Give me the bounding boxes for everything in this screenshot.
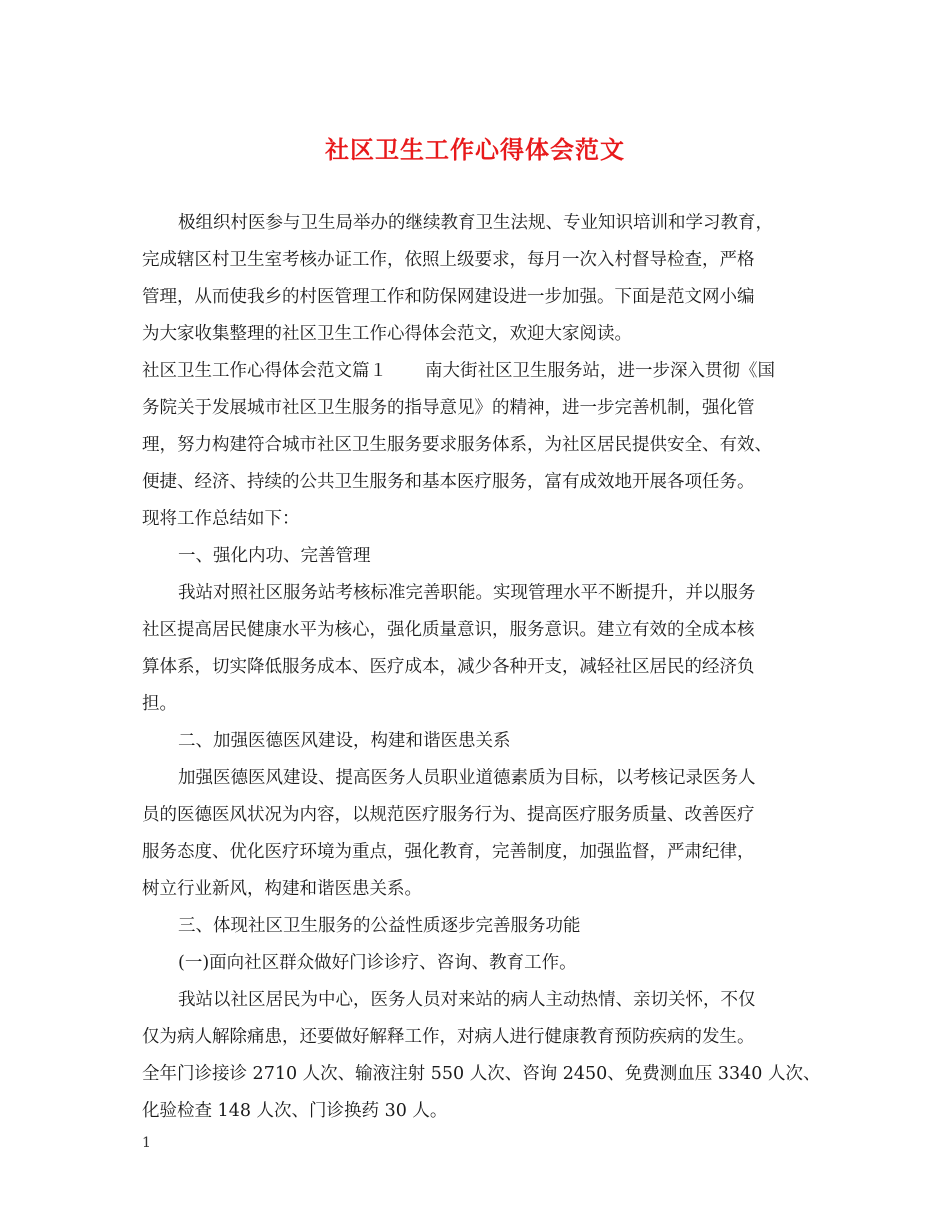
- section-heading: 二、加强医德医风建设，构建和谐医患关系: [178, 731, 511, 751]
- paragraph-line: 员的医德医风状况为内容，以规范医疗服务行为、提高医疗服务质量、改善医疗: [142, 805, 755, 825]
- paragraph-line: 务院关于发展城市社区卫生服务的指导意见》的精神，进一步完善机制，强化管: [142, 398, 755, 418]
- paragraph-line: 完成辖区村卫生室考核办证工作，依照上级要求，每月一次入村督导检查，严格: [142, 250, 755, 270]
- paragraph-line: [142, 353, 832, 390]
- paragraph-line: 我站以社区居民为中心，医务人员对来站的病人主动热情、亲切关怀，不仅: [178, 990, 756, 1010]
- section-heading-inline: 社区卫生工作心得体会范文篇１: [142, 361, 387, 381]
- section-heading: 一、强化内功、完善管理: [178, 546, 371, 566]
- paragraph-line: 为大家收集整理的社区卫生工作心得体会范文，欢迎大家阅读。: [142, 324, 632, 344]
- paragraph-line: 我站对照社区服务站考核标准完善职能。实现管理水平不断提升，并以服务: [178, 583, 756, 603]
- paragraph-line: 化验检查 148 人次、门诊换药 30 人。: [142, 1101, 448, 1121]
- paragraph-line: 担。: [142, 694, 177, 714]
- paragraph-line: 全年门诊接诊 2710 人次、输液注射 550 人次、咨询 2450、免费测血压 3340 人次、: [142, 1064, 821, 1084]
- document-body: [142, 205, 832, 1130]
- paragraph-line: 便捷、经济、持续的公共卫生服务和基本医疗服务，富有成效地开展各项任务。: [142, 472, 755, 492]
- paragraph-line: 仅为病人解除痛患，还要做好解释工作，对病人进行健康教育预防疾病的发生。: [142, 1027, 755, 1047]
- paragraph-line: 社区提高居民健康水平为核心，强化质量意识，服务意识。建立有效的全成本核: [142, 620, 755, 640]
- subsection-heading: (一)面向社区群众做好门诊诊疗、咨询、教育工作。: [178, 953, 577, 973]
- page-number: 1: [142, 1135, 151, 1151]
- paragraph-line: 理，努力构建符合城市社区卫生服务要求服务体系，为社区居民提供安全、有效、: [142, 435, 772, 455]
- paragraph-text: 南大街社区卫生服务站，进一步深入贯彻《国: [425, 361, 775, 381]
- paragraph-line: 加强医德医风建设、提高医务人员职业道德素质为目标，以考核记录医务人: [178, 768, 756, 788]
- paragraph-line: 现将工作总结如下：: [142, 509, 300, 529]
- paragraph-line: 极组织村医参与卫生局举办的继续教育卫生法规、专业知识培训和学习教育，: [178, 213, 773, 233]
- paragraph-line: 服务态度、优化医疗环境为重点，强化教育，完善制度，加强监督，严肃纪律，: [142, 842, 755, 862]
- document-title: 社区卫生工作心得体会范文: [325, 135, 625, 164]
- paragraph-line: 算体系，切实降低服务成本、医疗成本，减少各种开支，减轻社区居民的经济负: [142, 657, 755, 677]
- paragraph-line: 管理，从而使我乡的村医管理工作和防保网建设进一步加强。下面是范文网小编: [142, 287, 755, 307]
- paragraph-line: 树立行业新风，构建和谐医患关系。: [142, 879, 422, 899]
- section-heading: 三、体现社区卫生服务的公益性质逐步完善服务功能: [178, 916, 581, 936]
